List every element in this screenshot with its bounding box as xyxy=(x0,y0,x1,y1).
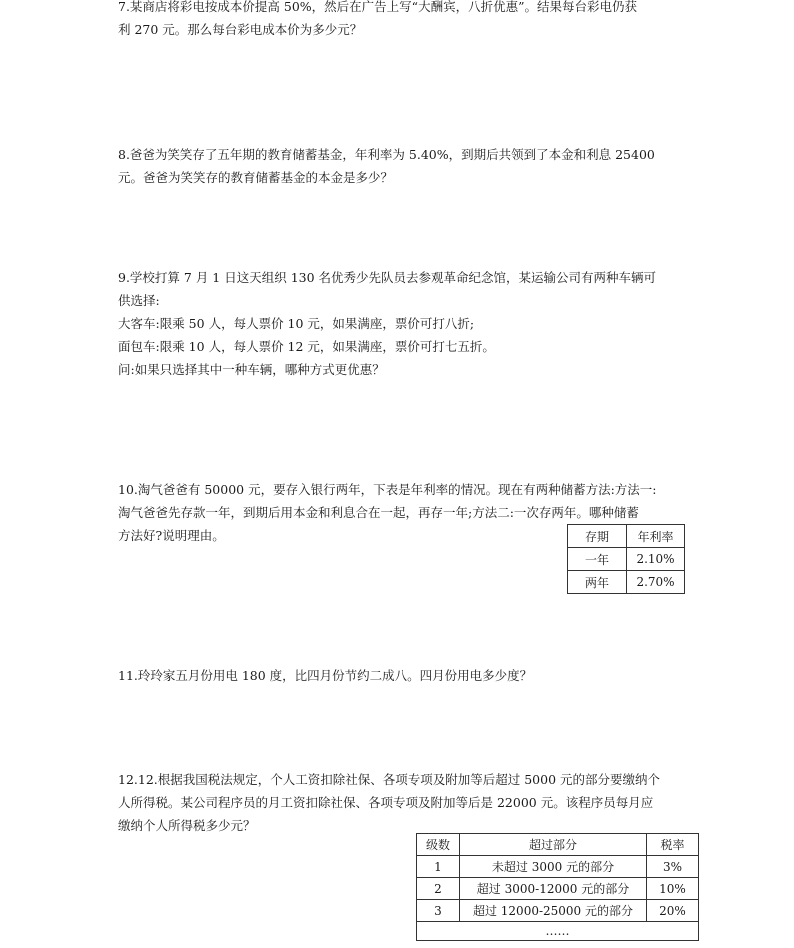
table-cell: 超过 3000-12000 元的部分 xyxy=(460,878,647,900)
table-cell: 未超过 3000 元的部分 xyxy=(460,856,647,878)
table-cell: 2.70% xyxy=(627,571,685,594)
question-12-line: 12.12.根据我国税法规定，个人工资扣除社保、各项专项及附加等后超过 5000 元的部分要缴纳个 xyxy=(118,772,661,787)
table-header-cell: 存期 xyxy=(568,525,627,548)
question-7 xyxy=(118,0,712,41)
table-header-row xyxy=(568,525,685,548)
question-9-line: 9.学校打算 7 月 1 日这天组织 130 名优秀少先队员去参观革命纪念馆，某运输公司有两种车辆可 xyxy=(118,270,657,285)
table-cell: 3% xyxy=(647,856,699,878)
question-12-line: 缴纳个人所得税多少元？ xyxy=(118,818,256,833)
question-12 xyxy=(118,768,712,837)
question-9-line: 大客车:限乘 50 人，每人票价 10 元，如果满座，票价可打八折; xyxy=(118,316,475,331)
question-7-line: 7.某商店将彩电按成本价提高 50%，然后在广告上写“大酬宾，八折优惠”。结果每台彩电仍获 xyxy=(118,0,637,14)
table-row xyxy=(417,878,699,900)
table-cell: 两年 xyxy=(568,571,627,594)
question-8 xyxy=(118,143,712,189)
table-row xyxy=(417,900,699,922)
table-cell: 1 xyxy=(417,856,460,878)
question-10-line: 淘气爸爸先存款一年，到期后用本金和利息合在一起，再存一年;方法二:一次存两年。哪种储蓄 xyxy=(118,505,639,520)
table-header-cell: 税率 xyxy=(647,834,699,856)
question-9-line: 问:如果只选择其中一种车辆，哪种方式更优惠？ xyxy=(118,362,385,377)
table-header-cell: 超过部分 xyxy=(460,834,647,856)
table-cell: 10% xyxy=(647,878,699,900)
question-8-line: 8.爸爸为笑笑存了五年期的教育储蓄基金，年利率为 5.40%，到期后共领到了本金和利息 25400 xyxy=(118,147,655,162)
question-11-line: 11.玲玲家五月份用电 180 度，比四月份节约二成八。四月份用电多少度？ xyxy=(118,668,533,683)
table-header-cell: 级数 xyxy=(417,834,460,856)
question-10-line: 方法好?说明理由。 xyxy=(118,528,225,543)
question-8-line: 元。爸爸为笑笑存的教育储蓄基金的本金是多少？ xyxy=(118,170,394,185)
table-cell: 3 xyxy=(417,900,460,922)
table-cell: 20% xyxy=(647,900,699,922)
table-row xyxy=(568,548,685,571)
tax-rate-table xyxy=(416,833,699,941)
interest-rate-table xyxy=(567,524,685,594)
question-9-line: 面包车:限乘 10 人，每人票价 12 元，如果满座，票价可打七五折。 xyxy=(118,339,495,354)
table-ellipsis: …… xyxy=(417,922,699,941)
table-header-cell: 年利率 xyxy=(627,525,685,548)
question-11 xyxy=(118,664,712,687)
question-9 xyxy=(118,266,712,381)
table-row xyxy=(417,856,699,878)
table-cell: 超过 12000-25000 元的部分 xyxy=(460,900,647,922)
table-cell: 一年 xyxy=(568,548,627,571)
table-cell: 2 xyxy=(417,878,460,900)
question-7-line: 利 270 元。那么每台彩电成本价为多少元？ xyxy=(118,22,363,37)
question-9-line: 供选择: xyxy=(118,293,160,308)
question-10-line: 10.淘气爸爸有 50000 元，要存入银行两年，下表是年利率的情况。现在有两种储蓄方法:方法一: xyxy=(118,482,657,497)
table-row xyxy=(568,571,685,594)
table-header-row xyxy=(417,834,699,856)
question-12-line: 人所得税。某公司程序员的月工资扣除社保、各项专项及附加等后是 22000 元。该程序员每月应 xyxy=(118,795,654,810)
table-cell: 2.10% xyxy=(627,548,685,571)
table-row xyxy=(417,922,699,941)
